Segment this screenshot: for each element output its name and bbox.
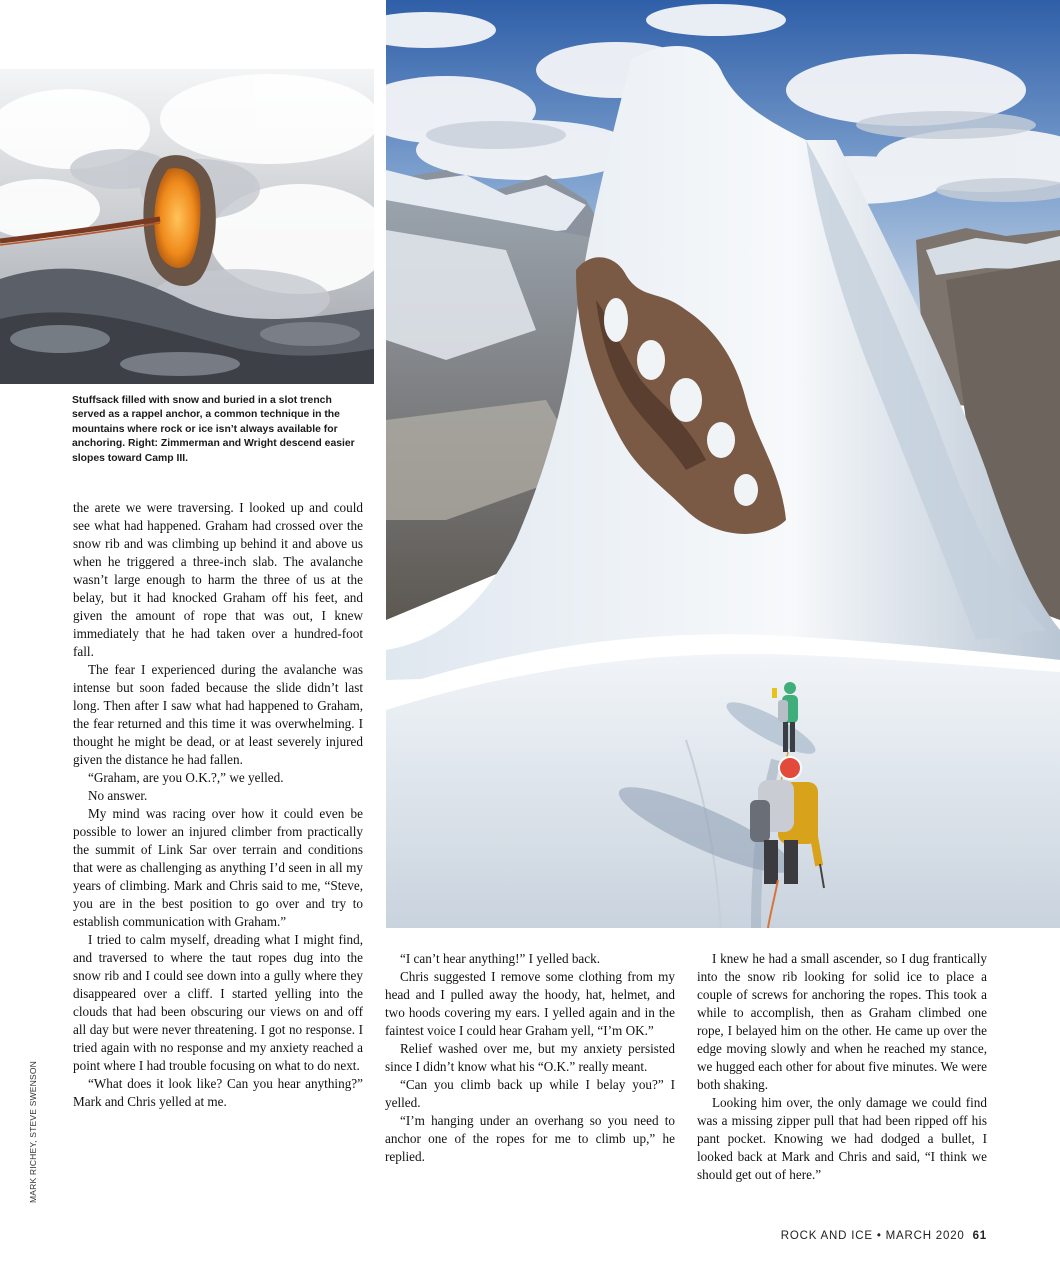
paragraph: the arete we were traversing. I looked up and could see what had happened. Graham had crossed over the snow rib and was climbing up behind it and above us when he triggered a three-inch slab. The avalanche wasn’t large enough to harm the three of us at the belay, but it had knocked Graham off his feet, and given the amount of rope that was out, I knew immediately that he had taken over a hundred-foot fall. (73, 500, 363, 659)
article-column-1 (73, 499, 363, 1111)
paragraph: The fear I experienced during the avalanche was intense but soon faded because the slide didn’t last long. Then after I saw what had happened to Graham, the fear returned and this time it was overwhelming. I thought he might be dead, or at least severely injured given the distance he had fallen. (73, 662, 363, 767)
paragraph: My mind was racing over how it could even be possible to lower an injured climber from practically the summit of Link Sar over terrain and conditions that were as challenging as anything I’d seen in all my years of climbing. Mark and Chris said to me, “Steve, you are in the best position to go over and try to establish communication with Graham.” (73, 806, 363, 929)
paragraph: “What does it look like? Can you hear anything?” Mark and Chris yelled at me. (73, 1076, 363, 1109)
paragraph: Relief washed over me, but my anxiety persisted since I didn’t know what his “O.K.” really meant. (385, 1041, 675, 1074)
paragraph: I knew he had a small ascender, so I dug frantically into the snow rib looking for solid ice to place a couple of screws for anchoring the ropes. This took a while to accomplish, then as Graham climbed one rope, I belayed him on the other. He came up over the edge moving slowly and when he reached my stance, we hugged each other for about five minutes. We were both shaking. (697, 951, 987, 1092)
article-column-2 (385, 950, 675, 1166)
magazine-name: ROCK AND ICE (780, 1230, 873, 1242)
paragraph: “I can’t hear anything!” I yelled back. (400, 951, 601, 966)
issue-date: MARCH 2020 (885, 1230, 965, 1242)
photo-credit: MARK RICHEY, STEVE SWENSON (28, 1060, 38, 1203)
page-number: 61 (972, 1230, 987, 1242)
paragraph: “Can you climb back up while I belay you?” I yelled. (385, 1077, 675, 1110)
main-photo-descent (386, 0, 1060, 928)
paragraph: “I’m hanging under an overhang so you need to anchor one of the ropes for me to climb up,” he replied. (385, 1113, 675, 1164)
paragraph: No answer. (88, 788, 148, 803)
mountain-ridge-illustration (386, 0, 1060, 928)
paragraph: “Graham, are you O.K.?,” we yelled. (88, 770, 284, 785)
snow-trench-illustration (0, 69, 374, 384)
inset-photo-stuffsack-anchor (0, 69, 374, 384)
paragraph: Chris suggested I remove some clothing from my head and I pulled away the hoody, hat, helmet, and two hoods covering my ears. I yelled again and in the faintest voice I could hear Graham yell, “I’m OK.” (385, 969, 675, 1038)
footer-separator: • (876, 1230, 882, 1242)
paragraph: I tried to calm myself, dreading what I might find, and traversed to where the taut ropes dug into the snow rib and I could see down into a gully where they disappeared over a cliff. I started yelling into the clouds that had been obscuring our views on and off all day but were never threatening. I got no response. I tried again with no response and my anxiety reached a point where I had trouble focusing on what to do next. (73, 932, 363, 1073)
article-column-3 (697, 950, 987, 1184)
paragraph: Looking him over, the only damage we could find was a missing zipper pull that had been ripped off his pant pocket. Knowing we had dodged a bullet, I looked back at Mark and Chris and said, “I think we should get out of here.” (697, 1095, 987, 1182)
orange-stuffsack (154, 168, 200, 268)
photo-caption: Stuffsack filled with snow and buried in a slot trench served as a rappel anchor, a common technique in the mountains where rock or ice isn’t always available for anchoring. Right: Zimmerman and Wright descend easier slopes toward Camp III. (72, 395, 355, 464)
page-footer (781, 1230, 987, 1242)
